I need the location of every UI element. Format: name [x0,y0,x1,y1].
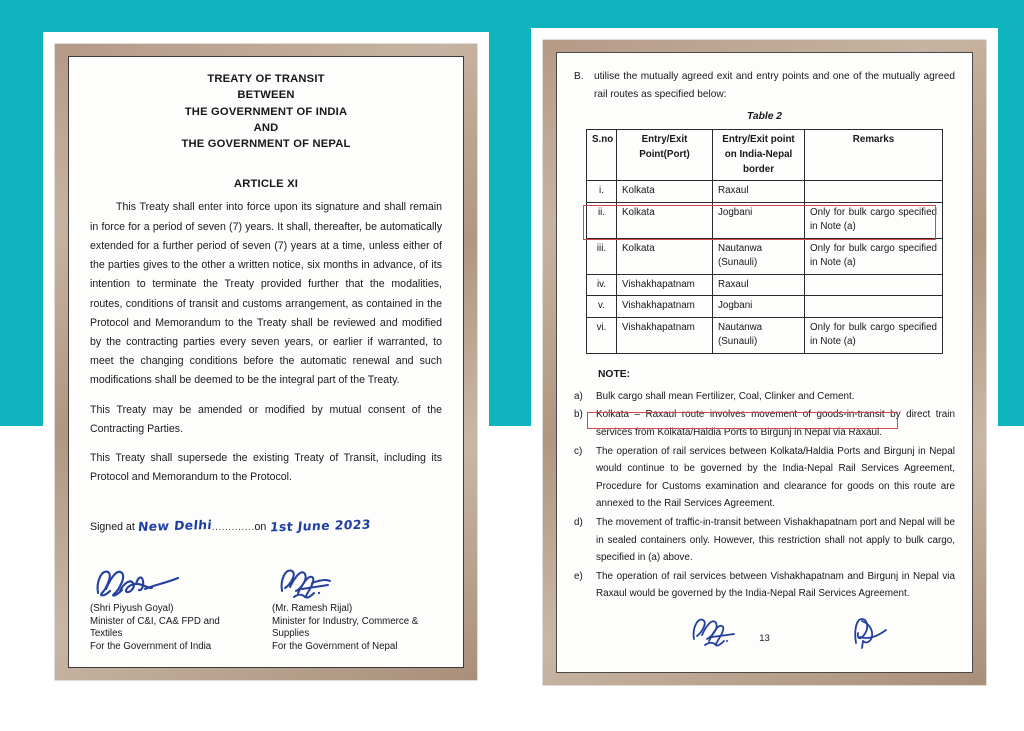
note-letter: b) [574,409,583,421]
signature-mark-ramesh-rijal [272,563,442,603]
note-letter: c) [574,445,583,457]
page-footer [574,611,955,651]
note-text: The movement of traffic-in-transit between Vishakhapatnam port and Nepal will be in sealed containers only. However, this restriction shall not apply to bulk cargo, specified in (a) above. [596,517,955,564]
note-item [574,443,955,513]
title-line-5: THE GOVERNMENT OF NEPAL [181,138,351,151]
signatory-nepal-title-1: Minister for Industry, Commerce & [272,615,419,627]
cell-sno: vi. [587,317,617,353]
signatory-india-name: (Shri Piyush Goyal) [90,603,174,615]
signed-date-handwritten: 1st June 2023 [269,516,372,535]
cell-port: Kolkata [617,202,713,238]
page-number: 13 [759,633,770,645]
note-text: Kolkata – Raxaul route involves movement of goods-in-transit by direct train services from Kolkata/Haldia Ports to Birgunj in Nepal via Raxaul. [596,409,955,439]
note-item [574,406,955,441]
treaty-title-block [90,71,442,152]
column-header-port: Entry/Exit Point(Port) [617,130,713,181]
cell-sno: v. [587,296,617,318]
signed-place-handwritten: New Delhi [137,517,213,535]
cell-remarks: Only for bulk cargo specified in Note (a) [805,238,943,274]
signed-middle: on [254,521,267,534]
title-line-1: TREATY OF TRANSIT [207,73,325,85]
note-letter: d) [574,517,583,529]
right-protocol-page [556,52,973,673]
treaty-paragraph-3: This Treaty shall supersede the existing Treaty of Transit, including its Protocol and Memorandum to the Protocol. [90,451,442,484]
note-letter: a) [574,390,583,402]
exit-entry-points-table [586,129,943,354]
treaty-paragraph-1: This Treaty shall enter into force upon its signature and shall remain in force for a period of seven (7) years. It shall, thereafter, be automatically extended for a further period of seven (7) years at a time, unless either of the parties gives to the other a written notice, six months in advance, of its intention to terminate the Treaty provided further that the modalities, routes, conditions of transit and customs arrangement, as contained in the Protocol and Memorandum to the Treaty shall be reviewed and modified by the contracting parties every seven years, or earlier if warranted, to meet the changing conditions before the automatic renewal and such modifications shall be deemed to be the integral part of the Treaty. [90,201,442,387]
cell-remarks [805,181,943,203]
note-heading: NOTE: [598,368,631,380]
note-text: The operation of rail services between Vishakhapatnam and Birgunj in Nepal via Raxaul would be governed by the India-Nepal Rail Services Agreement. [596,570,955,600]
clause-b-text: utilise the mutually agreed exit and entry points and one of the mutually agreed rail routes as specified below: [594,71,955,100]
signature-mark-piyush-goyal [90,563,260,603]
signature-row [90,563,442,653]
column-header-sno: S.no [587,130,617,181]
signed-prefix: Signed at [90,521,135,534]
table-row [587,181,943,203]
note-item [574,514,955,567]
cell-remarks [805,296,943,318]
column-header-remarks: Remarks [805,130,943,181]
cell-border: Raxaul [713,181,805,203]
cell-sno: iv. [587,274,617,296]
cell-port: Kolkata [617,238,713,274]
note-letter: e) [574,570,583,582]
article-heading: ARTICLE XI [233,178,299,191]
note-text: The operation of rail services between Kolkata/Haldia Ports and Birgunj in Nepal would continue to be governed by the India-Nepal Rail Services Agreement, Procedure for Customs examination and clearance for goods on this route are annexed to the Rail Services Agreement. [596,445,955,510]
left-treaty-page [68,56,464,668]
signatory-nepal-title-2: Supplies [272,628,310,640]
treaty-paragraph-2: This Treaty may be amended or modified by mutual consent of the Contracting Parties. [90,403,442,435]
cell-remarks: Only for bulk cargo specified in Note (a) [805,202,943,238]
signature-block-nepal [260,563,442,653]
signed-at-line [90,518,442,533]
signatory-nepal-details [272,603,442,653]
notes-list [574,388,955,603]
column-header-border-point: Entry/Exit point on India-Nepal border [713,130,805,181]
table-row [587,317,943,353]
clause-b-letter: B. [574,71,584,82]
signatory-nepal-government: For the Government of Nepal [272,640,398,652]
cell-sno: i. [587,181,617,203]
table-caption: Table 2 [746,111,783,122]
table-row [587,274,943,296]
signatory-nepal-name: (Mr. Ramesh Rijal) [272,603,353,615]
signatory-india-title-1: Minister of C&I, CA& FPD and [90,615,220,627]
cell-port: Vishakhapatnam [617,296,713,318]
title-line-4: AND [253,121,279,134]
clause-b [574,68,955,104]
signatory-india-title-2: Textiles [90,628,123,640]
cell-border: Jogbani [713,202,805,238]
cell-border: Nautanwa (Sunauli) [713,317,805,353]
cell-port: Kolkata [617,181,713,203]
cell-border: Nautanwa (Sunauli) [713,238,805,274]
note-item [574,388,955,406]
table-row [587,238,943,274]
cell-border: Raxaul [713,274,805,296]
cell-port: Vishakhapatnam [617,274,713,296]
title-line-2: BETWEEN [237,89,295,102]
table-header-row [587,130,943,181]
signature-block-india [90,563,260,653]
cell-border: Jogbani [713,296,805,318]
cell-sno: iii. [587,238,617,274]
signatory-india-government: For the Government of India [90,640,212,652]
footer-signature-right [846,613,906,649]
note-item [574,568,955,603]
cell-remarks [805,274,943,296]
title-line-3: THE GOVERNMENT OF INDIA [184,105,348,118]
cell-remarks: Only for bulk cargo specified in Note (a) [805,317,943,353]
signatory-india-details [90,603,260,653]
table-row [587,296,943,318]
note-text: Bulk cargo shall mean Fertilizer, Coal, Clinker and Cement. [596,390,855,402]
signed-place-dots: ............. [211,522,255,534]
table-row [587,202,943,238]
cell-sno: ii. [587,202,617,238]
cell-port: Vishakhapatnam [617,317,713,353]
